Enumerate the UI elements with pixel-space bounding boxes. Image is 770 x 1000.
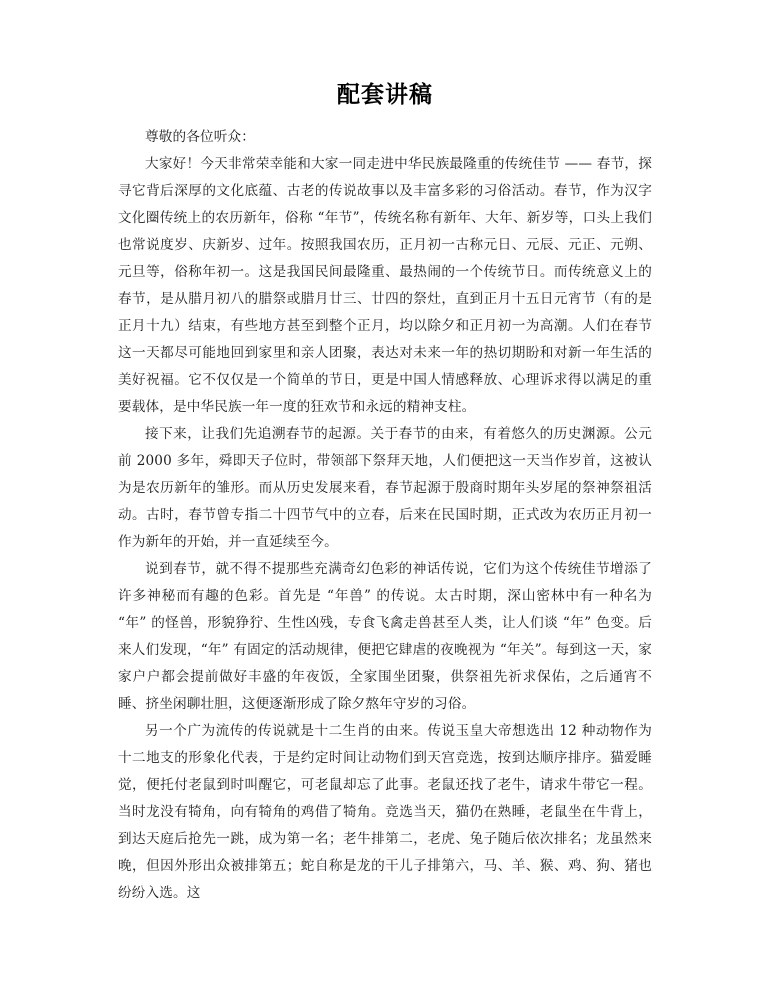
page-title: 配套讲稿: [337, 82, 433, 108]
paragraph-3: 说到春节，就不得不提那些充满奇幻色彩的神话传说，它们为这个传统佳节增添了许多神秘而有趣的色彩。首先是 “年兽” 的传说。太古时期，深山密林中有一种名为 “年” 的怪兽，形貌狰狞、生性凶残，专食飞禽走兽甚至人类，让人们谈 “年” 色变。后来人们发现，“年” 有固定的活动规律，便把它肆虐的夜晚视为 “年关”。每到这一天，家家户户都会提前做好丰盛的年夜饭，全家围坐团聚，供祭祖先祈求保佑，之后通宵不睡、挤坐闲聊壮胆，这便逐渐形成了除夕熬年守岁的习俗。: [118, 561, 652, 712]
paragraph-1: 大家好！今天非常荣幸能和大家一同走进中华民族最隆重的传统佳节 —— 春节，探寻它背后深厚的文化底蕴、古老的传说故事以及丰富多彩的习俗活动。春节，作为汉字文化圈传统上的农历新年，俗称 “年节”，传统名称有新年、大年、新岁等，口头上我们也常说度岁、庆新岁、过年。按照我国农历，正月初一古称元日、元辰、元正、元朔、元旦等，俗称年初一。这是我国民间最隆重、最热闹的一个传统节日。而传统意义上的春节，是从腊月初八的腊祭或腊月廿三、廿四的祭灶，直到正月十五日元宵节（有的是正月十九）结束，有些地方甚至到整个正月，均以除夕和正月初一为高潮。人们在春节这一天都尽可能地回到家里和亲人团聚，表达对未来一年的热切期盼和对新一年生活的美好祝福。它不仅仅是一个简单的节日，更是中国人情感释放、心理诉求得以满足的重要载体，是中华民族一年一度的狂欢节和永远的精神支柱。: [118, 156, 652, 415]
paragraph-4: 另一个广为流传的传说就是十二生肖的由来。传说玉皇大帝想选出 12 种动物作为十二地支的形象化代表，于是约定时间让动物们到天宫竞选，按到达顺序排序。猫爱睡觉，便托付老鼠到时叫醒它，可老鼠却忘了此事。老鼠还找了老牛，请求牛带它一程。当时龙没有犄角，向有犄角的鸡借了犄角。竞选当天，猫仍在熟睡，老鼠坐在牛背上，到达天庭后抢先一跳，成为第一名；老牛排第二，老虎、兔子随后依次排名；龙虽然来晚，但因外形出众被排第五；蛇自称是龙的干儿子排第六，马、羊、猴、鸡、狗、猪也纷纷入选。这: [118, 723, 652, 901]
document-body: [118, 124, 652, 907]
paragraph-salutation: 尊敬的各位听众：: [145, 129, 255, 145]
paragraph-2: 接下来，让我们先追溯春节的起源。关于春节的由来，有着悠久的历史渊源。公元前 2000 多年，舜即天子位时，带领部下祭拜天地，人们便把这一天当作岁首，这被认为是农历新年的雏形。而从历史发展来看，春节起源于殷商时期年头岁尾的祭神祭祖活动。古时，春节曾专指二十四节气中的立春，后来在民国时期，正式改为农历正月初一作为新年的开始，并一直延续至今。: [118, 426, 652, 550]
